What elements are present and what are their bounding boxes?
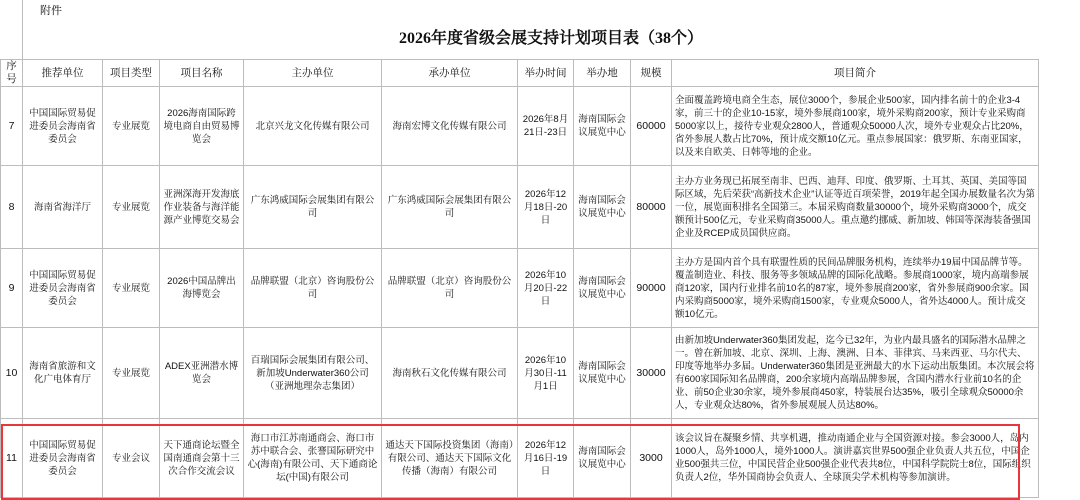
cell-venue: 海南国际会议展览中心 xyxy=(574,249,631,328)
col-header-intro: 项目简介 xyxy=(672,60,1039,87)
col-header-scale: 规模 xyxy=(631,60,672,87)
cell-time: 2026年10月30日-11月1日 xyxy=(518,328,574,419)
cell-name: 2026海南国际跨境电商自由贸易博览会 xyxy=(160,87,244,166)
cell-type: 专业展览 xyxy=(103,87,160,166)
cell-scale: 90000 xyxy=(631,249,672,328)
cell-type: 专业展览 xyxy=(103,166,160,249)
page-title: 2026年度省级会展支持计划项目表（38个） xyxy=(398,30,703,47)
header-row xyxy=(1,60,1039,87)
cell-intro: 由新加坡Underwater360集团发起，迄今已32年，为业内最具盛名的国际潜水品牌之一。曾在新加坡、北京、深圳、上海、澳洲、日本、菲律宾、马来西亚、马尔代夫、印度等地举办多届。Underwater360集团是亚洲最大的水下运动出版集团。本次展会将有600家国际知名品牌商，200余家境内高端品牌参展，含国内潜水行业前10名的企业、前50企业30余家，境外参展商450家，特装展台达35%，吸引全球观众50000余人，专业观众达80%，省外参展观展人员达80%。 xyxy=(672,328,1039,419)
cell-type: 专业会议 xyxy=(103,419,160,498)
cell-scale: 30000 xyxy=(631,328,672,419)
cell-intro: 该会议旨在凝聚乡情、共享机遇，推动南通企业与全国资源对接。参会3000人，岛内1000人，岛外1000人，境外1000人。演讲嘉宾世界500强企业负责人共五位，中国企业500强共三位，中国民营企业500强企业代表共8位，中国科学院院士8位，国际组织负责人2位，华外国商协会负责人、全球顶尖学术机构等参加演讲。 xyxy=(672,419,1039,498)
cell-scale: 3000 xyxy=(631,419,672,498)
cell-no: 9 xyxy=(1,249,23,328)
cell-organizer: 品牌联盟（北京）咨询股份公司 xyxy=(382,249,518,328)
cell-type: 专业展览 xyxy=(103,249,160,328)
cell-venue: 海南国际会议展览中心 xyxy=(574,328,631,419)
cell-organizer: 海南秋石文化传媒有限公司 xyxy=(382,328,518,419)
project-table xyxy=(0,59,1039,498)
cell-venue: 海南国际会议展览中心 xyxy=(574,87,631,166)
cell-intro: 全面覆盖跨境电商全生态，展位3000个，参展企业500家，国内排名前十的企业3-4家，前三十的企业10-15家，境外参展商100家，境外采购商200家，预计专业采购商5000家以上，接待专业观众2800人，普通观众50000人次，境外专业观众占比20%，省外参展人数占比70%，预计成交额10亿元。重点参展国家：俄罗斯、东南亚国家，以及来自欧美、日韩等地的企业。 xyxy=(672,87,1039,166)
cell-time: 2026年12月18日-20日 xyxy=(518,166,574,249)
cell-scale: 60000 xyxy=(631,87,672,166)
cell-recommender: 海南省海洋厅 xyxy=(23,166,103,249)
cell-host: 广东鸿威国际会展集团有限公司 xyxy=(244,166,382,249)
cell-venue: 海南国际会议展览中心 xyxy=(574,419,631,498)
cell-no: 10 xyxy=(1,328,23,419)
col-header-host: 主办单位 xyxy=(244,60,382,87)
col-header-organizer: 承办单位 xyxy=(382,60,518,87)
table-row xyxy=(1,166,1039,249)
cell-host: 北京兴龙文化传媒有限公司 xyxy=(244,87,382,166)
col-header-no: 序号 xyxy=(1,60,23,87)
cell-recommender: 海南省旅游和文化广电体育厅 xyxy=(23,328,103,419)
cell-intro: 主办方是国内首个具有联盟性质的民间品牌服务机构，连续举办19届中国品牌节等。覆盖制造业、科技、服务等多领域品牌的国际化战略。参展商1000家，境内高端参展商120家，国内行业排名前10名的87家，境外参展商200家，省外参展商900余家。国内采购商5000家，境外采购商1500家，专业观众5000人，省外达4000人。预计成交额10亿元。 xyxy=(672,249,1039,328)
cell-recommender: 中国国际贸易促进委员会海南省委员会 xyxy=(23,249,103,328)
cell-recommender: 中国国际贸易促进委员会海南省委员会 xyxy=(23,87,103,166)
cell-organizer: 通达天下国际投资集团（海南）有限公司、通达天下国际文化传播（海南）有限公司 xyxy=(382,419,518,498)
row-gutter xyxy=(0,0,23,59)
col-header-name: 项目名称 xyxy=(160,60,244,87)
attachment-row xyxy=(0,0,1080,18)
cell-name: 2026中国品牌出海博览会 xyxy=(160,249,244,328)
cell-host: 百瑞国际会展集团有限公司、新加坡Underwater360公司（亚洲地理杂志集团） xyxy=(244,328,382,419)
cell-name: 天下通商论坛暨全国南通商会第十三次合作交流会议 xyxy=(160,419,244,498)
table-row xyxy=(1,87,1039,166)
cell-venue: 海南国际会议展览中心 xyxy=(574,166,631,249)
cell-no: 8 xyxy=(1,166,23,249)
cell-time: 2026年10月20日-22日 xyxy=(518,249,574,328)
cell-time: 2026年12月16日-19日 xyxy=(518,419,574,498)
cell-name: 亚洲深海开发海底作业装备与海洋能源产业博览交易会 xyxy=(160,166,244,249)
cell-no: 11 xyxy=(1,419,23,498)
cell-host: 品牌联盟（北京）咨询股份公司 xyxy=(244,249,382,328)
cell-type: 专业展览 xyxy=(103,328,160,419)
cell-no: 7 xyxy=(1,87,23,166)
table-row xyxy=(1,328,1039,419)
cell-recommender: 中国国际贸易促进委员会海南省委员会 xyxy=(23,419,103,498)
cell-organizer: 海南宏博文化传媒有限公司 xyxy=(382,87,518,166)
cell-scale: 80000 xyxy=(631,166,672,249)
col-header-venue: 举办地 xyxy=(574,60,631,87)
col-header-time: 举办时间 xyxy=(518,60,574,87)
table-row xyxy=(1,249,1039,328)
attachment-label: 附件 xyxy=(40,5,62,17)
cell-name: ADEX亚洲潜水博览会 xyxy=(160,328,244,419)
cell-host: 海口市江苏南通商会、海口市苏中联合会、张謇国际研究中心(海南)有限公司、天下通商论坛(中国)有限公司 xyxy=(244,419,382,498)
col-header-recommender: 推荐单位 xyxy=(23,60,103,87)
cell-organizer: 广东鸿威国际会展集团有限公司 xyxy=(382,166,518,249)
table-row-highlighted xyxy=(1,419,1039,498)
cell-intro: 主办方业务现已拓展至南非、巴西、迪拜、印度、俄罗斯、土耳其、英国、美国等国际区域，先后荣获“高新技术企业”认证等近百项荣誉，2019年起全国办展数量名次为第一位，展览面积排名全国第三。本届采购商数量30000个，境外采购商3000个，成交额预计500亿元，专业采购商35000人。重点邀约挪威、新加坡、韩国等深海装备强国企业及RCEP成员国供应商。 xyxy=(672,166,1039,249)
col-header-type: 项目类型 xyxy=(103,60,160,87)
cell-time: 2026年8月21日-23日 xyxy=(518,87,574,166)
